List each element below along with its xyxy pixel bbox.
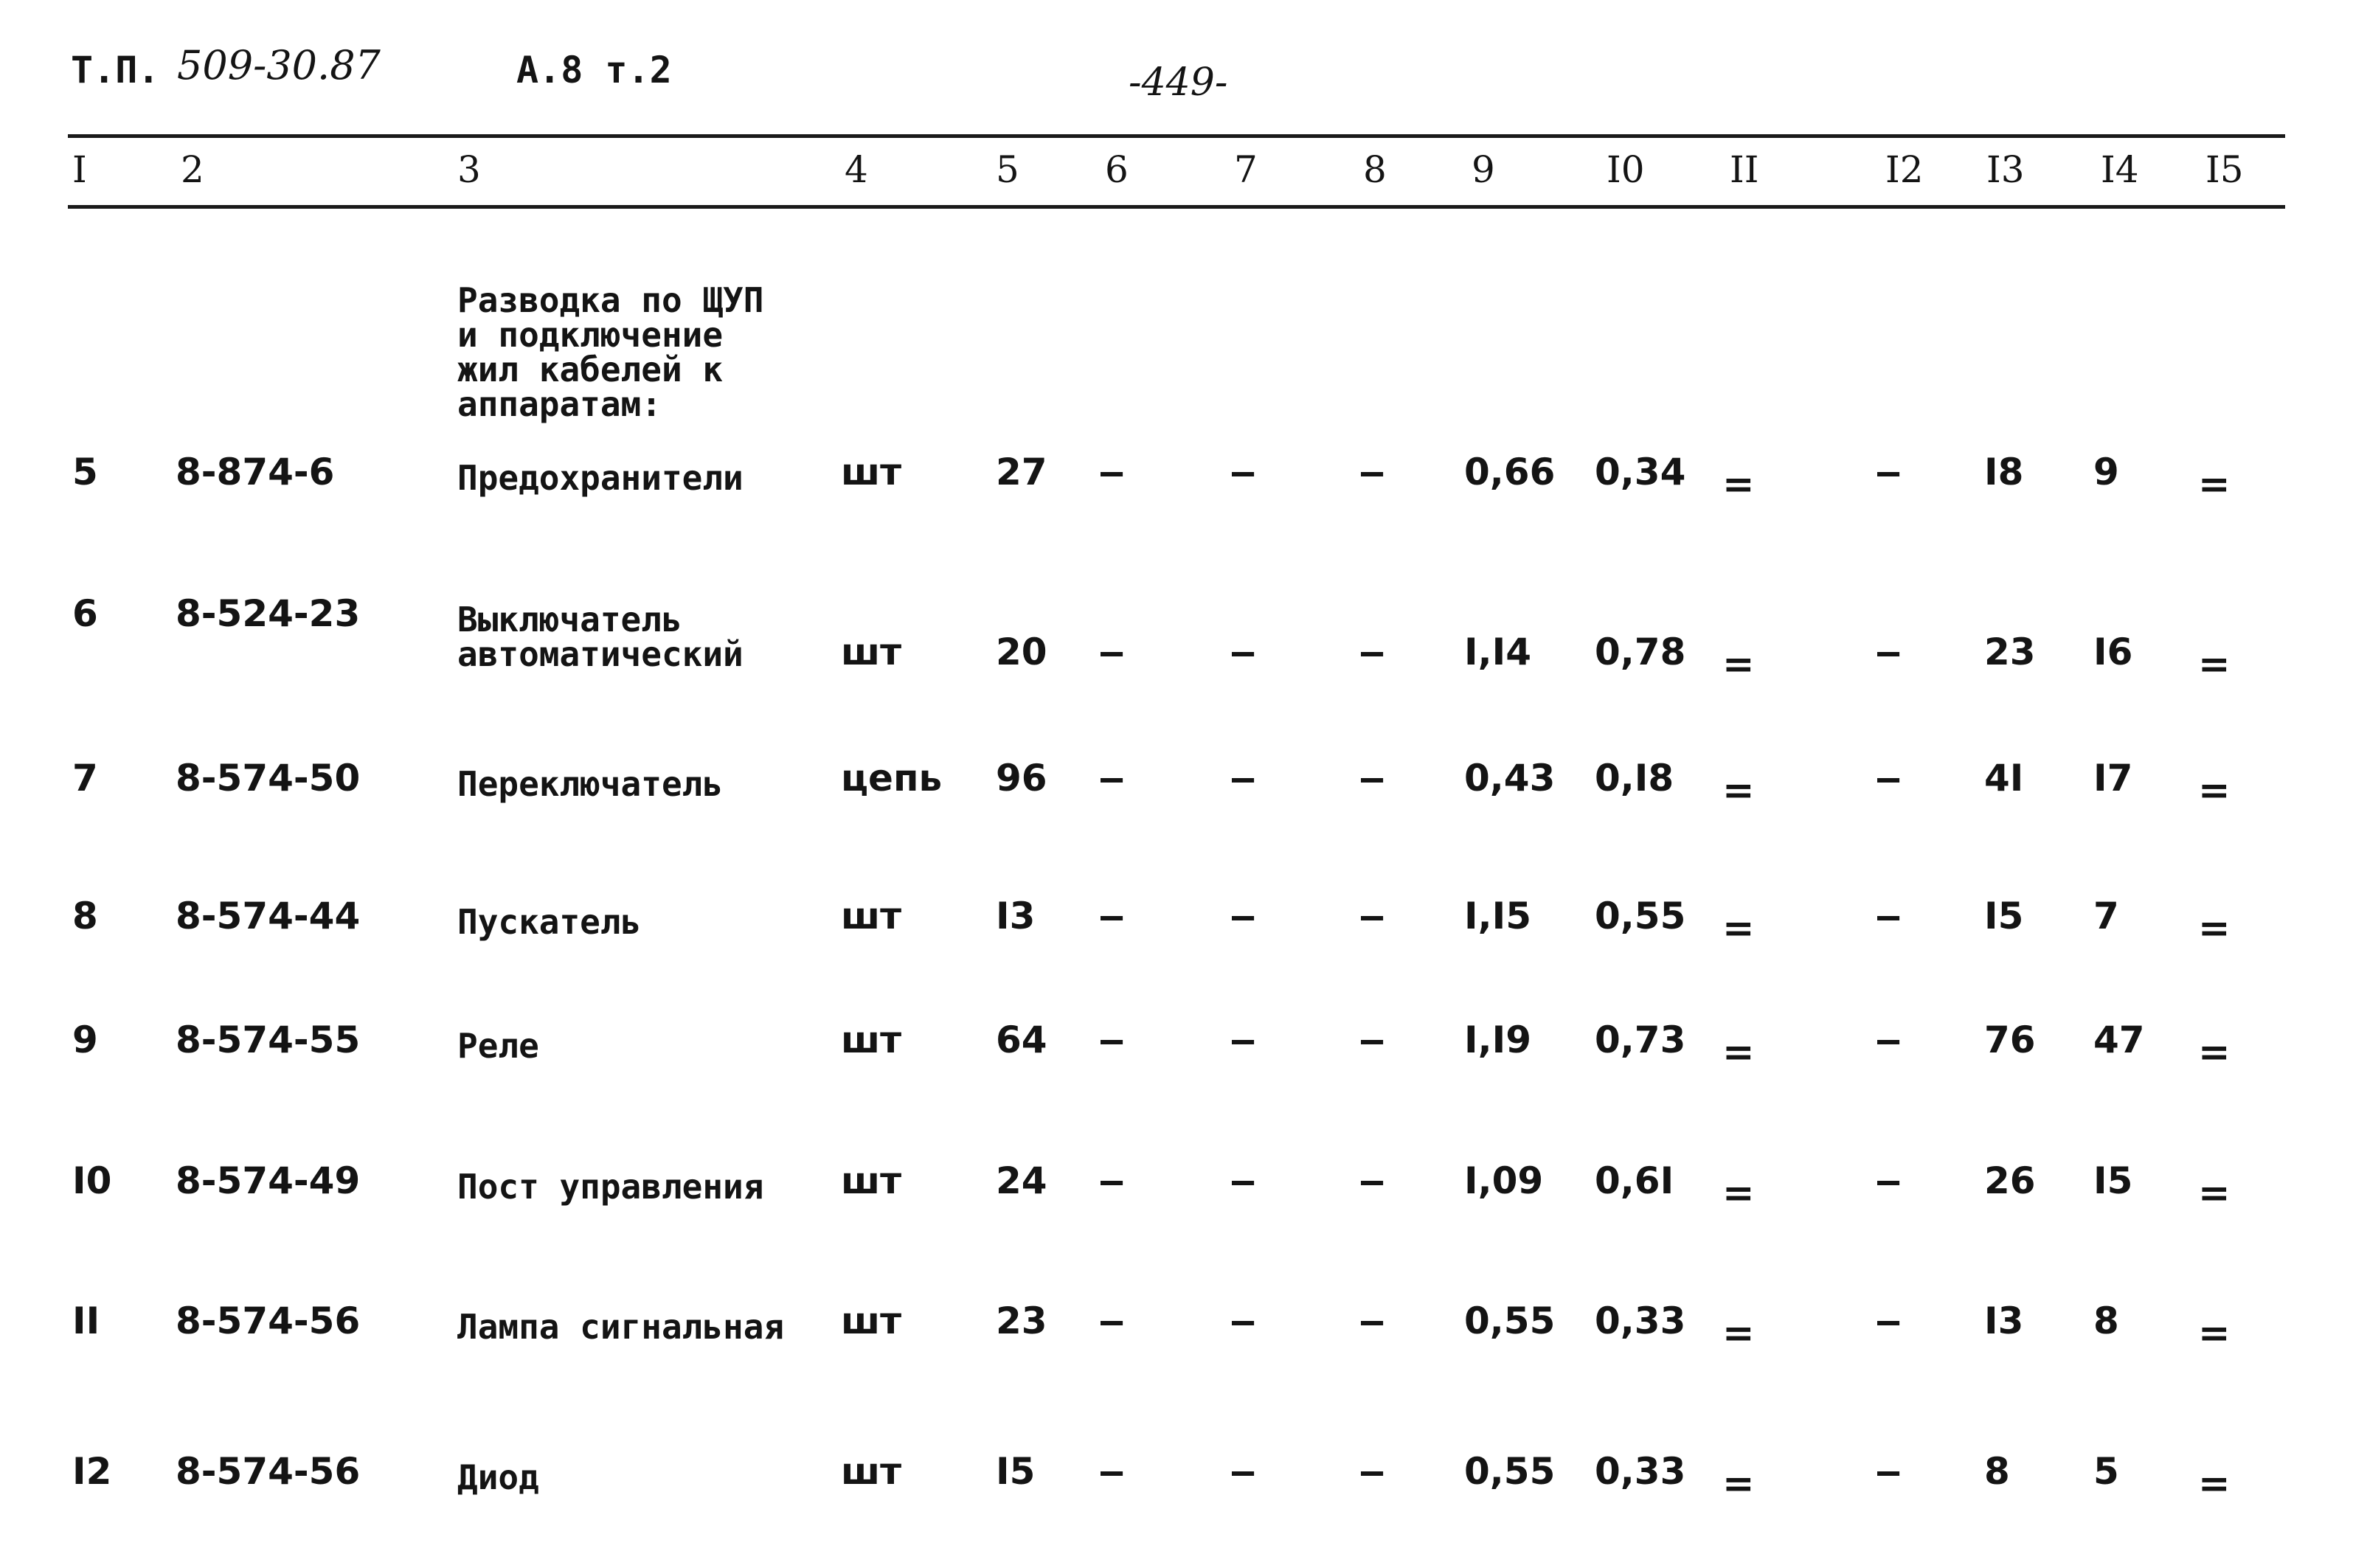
cell-n: II	[72, 1300, 100, 1342]
cell-c11: =	[1722, 768, 1755, 813]
column-header-14: I4	[2101, 148, 2139, 191]
cell-c7: –	[1232, 1159, 1255, 1202]
cell-c13: 26	[1984, 1159, 2036, 1202]
column-header-10: I0	[1607, 148, 1645, 191]
project-number: 509-30.87	[177, 42, 381, 89]
cell-c10: 0,33	[1595, 1450, 1686, 1493]
cell-c14: 8	[2093, 1300, 2119, 1342]
cell-c12: –	[1877, 757, 1900, 799]
cell-qty: 27	[996, 451, 1047, 493]
cell-c15: =	[2198, 462, 2231, 507]
cell-c10: 0,34	[1595, 451, 1686, 493]
cell-c13: 4I	[1984, 757, 2024, 799]
cell-c13: I5	[1984, 895, 2024, 937]
cell-c12: –	[1877, 1300, 1900, 1342]
cell-c12: –	[1877, 1159, 1900, 1202]
cell-n: 7	[72, 757, 98, 799]
cell-c13: 76	[1984, 1019, 2036, 1061]
cell-c9: 0,55	[1464, 1450, 1556, 1493]
cell-c10: 0,73	[1595, 1019, 1686, 1061]
cell-c8: –	[1361, 757, 1384, 799]
cell-name: Переключатель	[457, 764, 724, 804]
cell-unit: шт	[841, 1159, 902, 1202]
column-header-7: 7	[1234, 148, 1258, 191]
cell-c7: –	[1232, 757, 1255, 799]
cell-c12: –	[1877, 1019, 1900, 1061]
cell-c12: –	[1877, 1450, 1900, 1493]
cell-c9: 0,66	[1464, 451, 1556, 493]
cell-c14: I7	[2093, 757, 2133, 799]
cell-c11: =	[1722, 906, 1755, 951]
column-header-11: II	[1730, 148, 1759, 191]
cell-c14: 7	[2093, 895, 2119, 937]
cell-code: 8-574-50	[176, 757, 361, 799]
cell-n: 9	[72, 1019, 98, 1061]
cell-c12: –	[1877, 631, 1900, 673]
cell-c15: =	[2198, 1170, 2231, 1215]
cell-unit: шт	[841, 631, 902, 673]
cell-c14: 47	[2093, 1019, 2145, 1061]
cell-unit: шт	[841, 895, 902, 937]
cell-c7: –	[1232, 1019, 1255, 1061]
cell-c12: –	[1877, 451, 1900, 493]
cell-name: Реле	[457, 1026, 539, 1066]
cell-c11: =	[1722, 1461, 1755, 1506]
cell-unit: цепь	[841, 757, 943, 799]
cell-name: Пускатель	[457, 902, 642, 942]
cell-c14: 9	[2093, 451, 2119, 493]
cell-qty: 96	[996, 757, 1047, 799]
cell-c6: –	[1101, 757, 1123, 799]
cell-c11: =	[1722, 1170, 1755, 1215]
cell-c10: 0,33	[1595, 1300, 1686, 1342]
cell-unit: шт	[841, 1019, 902, 1061]
cell-c8: –	[1361, 1159, 1384, 1202]
column-header-13: I3	[1986, 148, 2025, 191]
column-header-8: 8	[1363, 148, 1387, 191]
section-title: Разводка по ЩУП и подключение жил кабелей к аппаратам:	[457, 280, 764, 424]
cell-c7: –	[1232, 1450, 1255, 1493]
cell-unit: шт	[841, 1300, 902, 1342]
cell-c15: =	[2198, 642, 2231, 687]
cell-c13: I3	[1984, 1300, 2024, 1342]
cell-name: Предохранители	[457, 458, 744, 498]
cell-c6: –	[1101, 895, 1123, 937]
cell-c6: –	[1101, 1300, 1123, 1342]
tp-label: Т.П.	[71, 49, 160, 91]
cell-c14: I5	[2093, 1159, 2133, 1202]
cell-c9: 0,55	[1464, 1300, 1556, 1342]
cell-c7: –	[1232, 895, 1255, 937]
cell-n: I2	[72, 1450, 112, 1493]
cell-c15: =	[2198, 768, 2231, 813]
cell-c6: –	[1101, 1019, 1123, 1061]
cell-c8: –	[1361, 1300, 1384, 1342]
cell-code: 8-574-56	[176, 1450, 361, 1493]
column-header-12: I2	[1885, 148, 1924, 191]
column-header-5: 5	[996, 148, 1019, 191]
cell-code: 8-574-56	[176, 1300, 361, 1342]
cell-c10: 0,6I	[1595, 1159, 1674, 1202]
cell-n: 5	[72, 451, 98, 493]
cell-c11: =	[1722, 1311, 1755, 1356]
cell-c7: –	[1232, 631, 1255, 673]
column-header-3: 3	[457, 148, 481, 191]
cell-c7: –	[1232, 1300, 1255, 1342]
cell-c11: =	[1722, 642, 1755, 687]
cell-c15: =	[2198, 906, 2231, 951]
cell-c11: =	[1722, 1030, 1755, 1075]
column-header-15: I5	[2205, 148, 2244, 191]
cell-name: Лампа сигнальная	[457, 1307, 785, 1347]
cell-name: Выключатель автоматический	[457, 600, 744, 674]
column-header-2: 2	[181, 148, 204, 191]
cell-name: Диод	[457, 1457, 539, 1497]
cell-c13: I8	[1984, 451, 2024, 493]
cell-code: 8-574-44	[176, 895, 361, 937]
album-reference: А.8 т.2	[516, 49, 672, 91]
cell-c9: I,I4	[1464, 631, 1531, 673]
cell-unit: шт	[841, 451, 902, 493]
cell-c11: =	[1722, 462, 1755, 507]
cell-c14: 5	[2093, 1450, 2119, 1493]
cell-c9: 0,43	[1464, 757, 1556, 799]
cell-n: 6	[72, 592, 98, 635]
cell-qty: I5	[996, 1450, 1036, 1493]
cell-unit: шт	[841, 1450, 902, 1493]
cell-qty: 23	[996, 1300, 1047, 1342]
cell-c6: –	[1101, 1450, 1123, 1493]
cell-c8: –	[1361, 1450, 1384, 1493]
cell-c12: –	[1877, 895, 1900, 937]
cell-n: I0	[72, 1159, 112, 1202]
cell-c10: 0,78	[1595, 631, 1686, 673]
cell-c8: –	[1361, 1019, 1384, 1061]
cell-n: 8	[72, 895, 98, 937]
cell-c10: 0,I8	[1595, 757, 1674, 799]
cell-c8: –	[1361, 631, 1384, 673]
page-number: -449-	[1129, 60, 1228, 105]
header-bottom-rule	[68, 205, 2285, 209]
cell-c14: I6	[2093, 631, 2133, 673]
cell-c13: 23	[1984, 631, 2036, 673]
cell-code: 8-574-49	[176, 1159, 361, 1202]
cell-c6: –	[1101, 631, 1123, 673]
cell-code: 8-874-6	[176, 451, 335, 493]
column-header-1: I	[72, 148, 87, 191]
column-header-4: 4	[845, 148, 868, 191]
cell-qty: 24	[996, 1159, 1047, 1202]
cell-qty: I3	[996, 895, 1036, 937]
cell-c13: 8	[1984, 1450, 2010, 1493]
cell-code: 8-574-55	[176, 1019, 361, 1061]
cell-c8: –	[1361, 451, 1384, 493]
column-header-9: 9	[1472, 148, 1495, 191]
cell-qty: 64	[996, 1019, 1047, 1061]
cell-c6: –	[1101, 451, 1123, 493]
cell-qty: 20	[996, 631, 1047, 673]
column-header-6: 6	[1105, 148, 1129, 191]
cell-c8: –	[1361, 895, 1384, 937]
cell-c9: I,09	[1464, 1159, 1544, 1202]
cell-c9: I,I5	[1464, 895, 1531, 937]
cell-c15: =	[2198, 1030, 2231, 1075]
cell-c15: =	[2198, 1461, 2231, 1506]
header-top-rule	[68, 134, 2285, 138]
cell-c6: –	[1101, 1159, 1123, 1202]
cell-c10: 0,55	[1595, 895, 1686, 937]
cell-c7: –	[1232, 451, 1255, 493]
cell-c15: =	[2198, 1311, 2231, 1356]
cell-c9: I,I9	[1464, 1019, 1531, 1061]
cell-name: Пост управления	[457, 1167, 764, 1207]
cell-code: 8-524-23	[176, 592, 361, 635]
